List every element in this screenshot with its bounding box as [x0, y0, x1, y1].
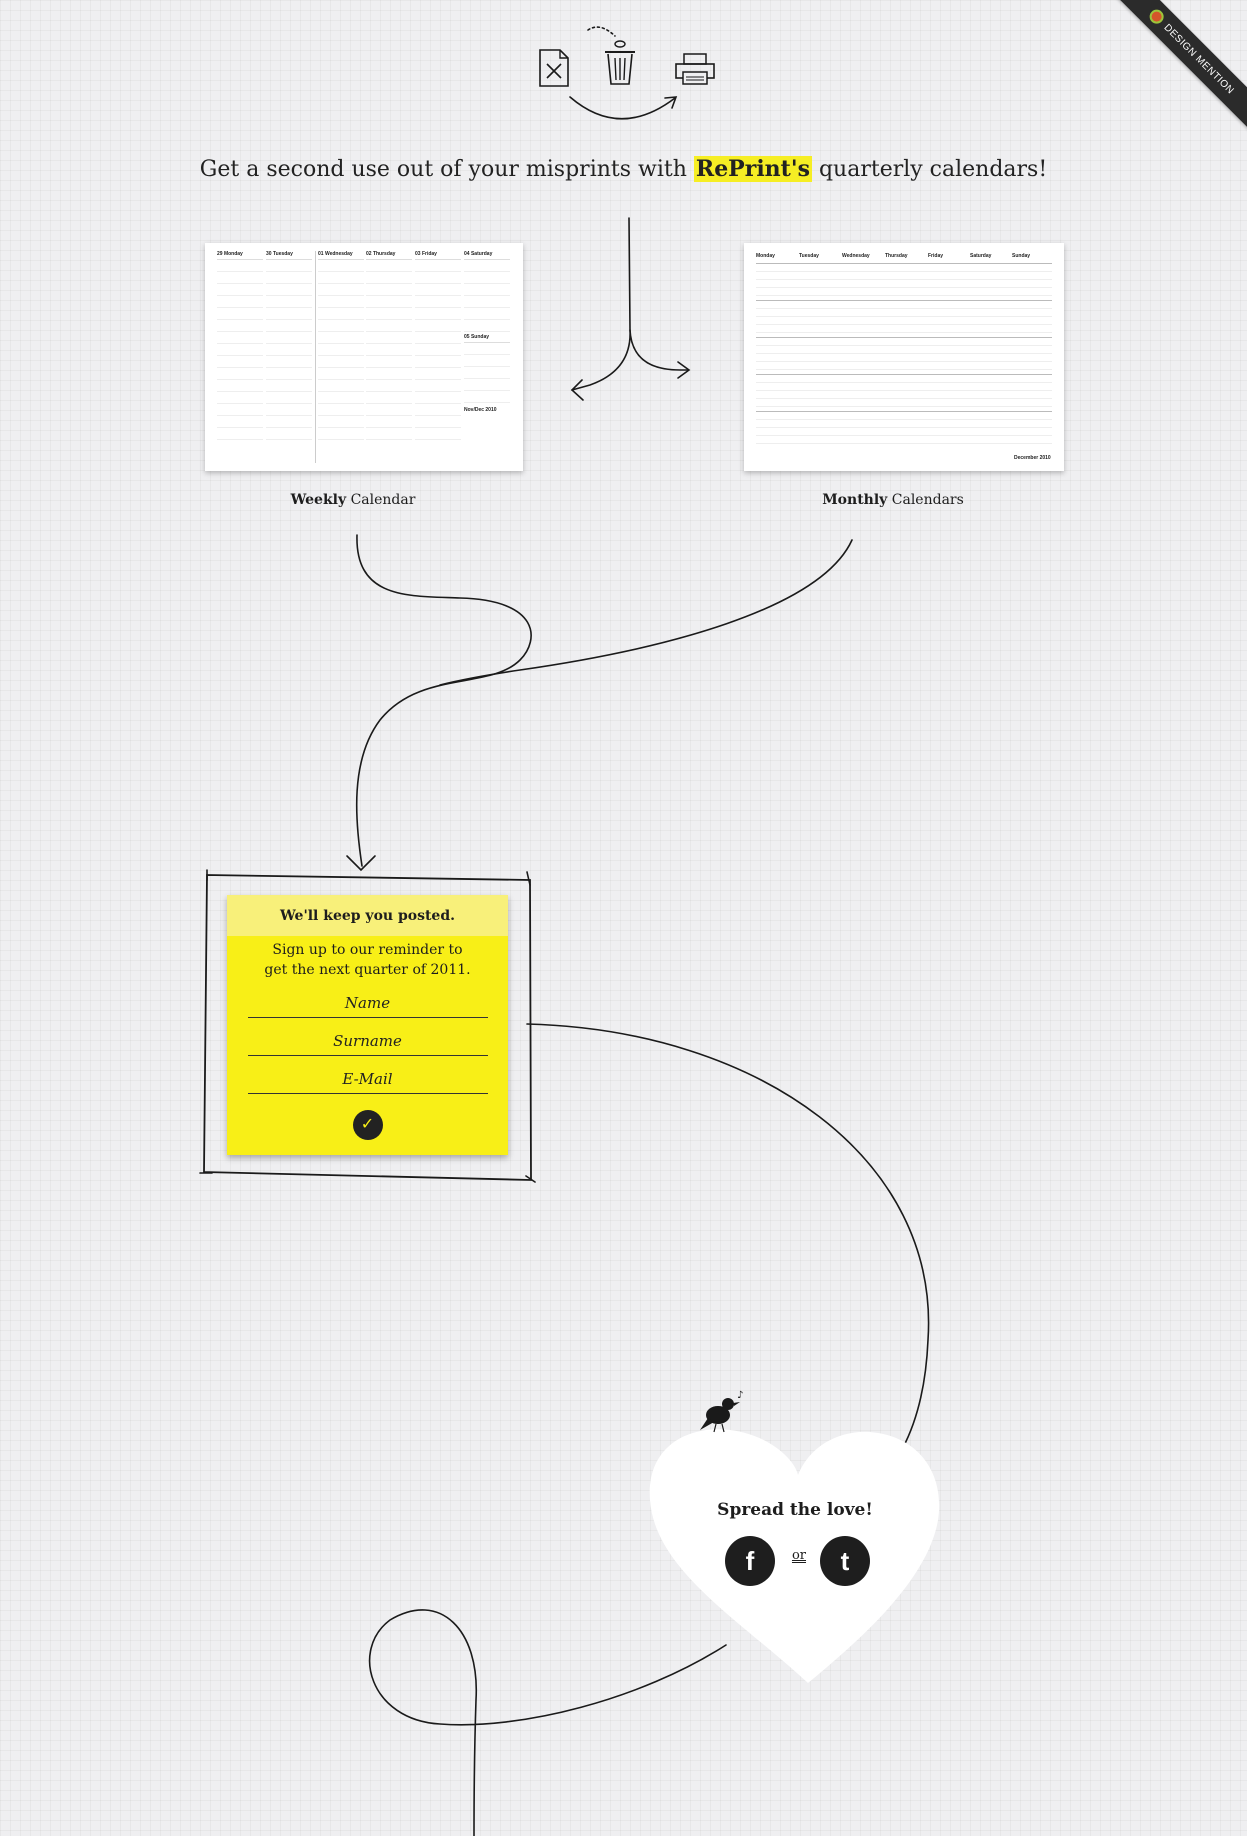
monthly-week-row [756, 337, 1052, 375]
svg-text:♪: ♪ [737, 1390, 744, 1401]
weekly-calendar-label[interactable] [203, 492, 503, 508]
weekly-day-column [366, 251, 412, 463]
weekly-day-header: 01 Wednesday [318, 251, 364, 260]
page-headline [0, 156, 1247, 182]
or-separator: or [791, 1548, 807, 1563]
weekly-day-column [266, 251, 312, 463]
monthly-label-rest: Calendars [887, 492, 964, 508]
weekly-day-column [415, 251, 461, 463]
weekly-day-header: 04 Saturday [464, 251, 510, 260]
weekly-day-column [217, 251, 263, 463]
weekly-calendar-thumbnail[interactable] [205, 243, 523, 471]
monthly-week-row [756, 374, 1052, 412]
monthly-label-bold: Monthly [822, 492, 888, 508]
twitter-share-button[interactable]: t [820, 1536, 870, 1586]
email-input[interactable] [248, 1056, 488, 1094]
monthly-day-header: Sunday [1012, 253, 1031, 259]
monthly-calendar-label[interactable] [743, 492, 1043, 508]
headline-text: Get a second use out of your misprints with [199, 157, 694, 182]
surname-input[interactable] [248, 1018, 488, 1056]
monthly-week-row [756, 300, 1052, 338]
monthly-day-header: Tuesday [799, 253, 819, 259]
brand-name: RePrint's [695, 156, 810, 182]
weekly-day-column [315, 251, 364, 463]
monthly-week-row [756, 263, 1052, 301]
weekly-label-rest: Calendar [346, 492, 416, 508]
weekly-day-column [464, 251, 510, 463]
weekly-day-header: 02 Thursday [366, 251, 412, 260]
weekly-label-bold: Weekly [290, 492, 347, 508]
monthly-day-header: Friday [928, 253, 944, 259]
monthly-week-row [756, 411, 1052, 449]
share-title: Spread the love! [717, 1500, 873, 1520]
bird-icon [700, 1398, 740, 1432]
design-mention-logo-icon [1147, 7, 1167, 27]
headline-text-end: quarterly calendars! [811, 157, 1048, 182]
monthly-calendar-thumbnail[interactable] [744, 243, 1064, 471]
weekly-sunday-header: 05 Sunday [464, 334, 510, 343]
weekly-day-header: 29 Monday [217, 251, 263, 260]
mini-month-label: Nov/Dec 2010 [464, 407, 497, 413]
signup-sticky-note [227, 895, 508, 1155]
trash-can-icon [602, 38, 638, 88]
monthly-day-header: Saturday [970, 253, 992, 259]
signup-description-line2: get the next quarter of 2011. [264, 962, 471, 978]
signup-description [227, 940, 508, 980]
monthly-day-header: Wednesday [842, 253, 870, 259]
signup-title: We'll keep you posted. [227, 895, 508, 936]
facebook-share-button[interactable]: f [725, 1536, 775, 1586]
printer-icon [674, 52, 716, 88]
submit-checkmark-button[interactable]: ✓ [353, 1110, 383, 1140]
signup-description-line1: Sign up to our reminder to [272, 942, 463, 958]
misprint-document-icon [536, 48, 576, 90]
weekly-day-header: 03 Friday [415, 251, 461, 260]
name-input[interactable] [248, 980, 488, 1018]
monthly-day-header: Thursday [885, 253, 908, 259]
ribbon-label: DESIGN MENTION [1161, 21, 1237, 97]
monthly-day-header: Monday [756, 253, 775, 259]
monthly-month-label: December 2010 [1014, 455, 1051, 461]
weekly-day-header: 30 Tuesday [266, 251, 312, 260]
